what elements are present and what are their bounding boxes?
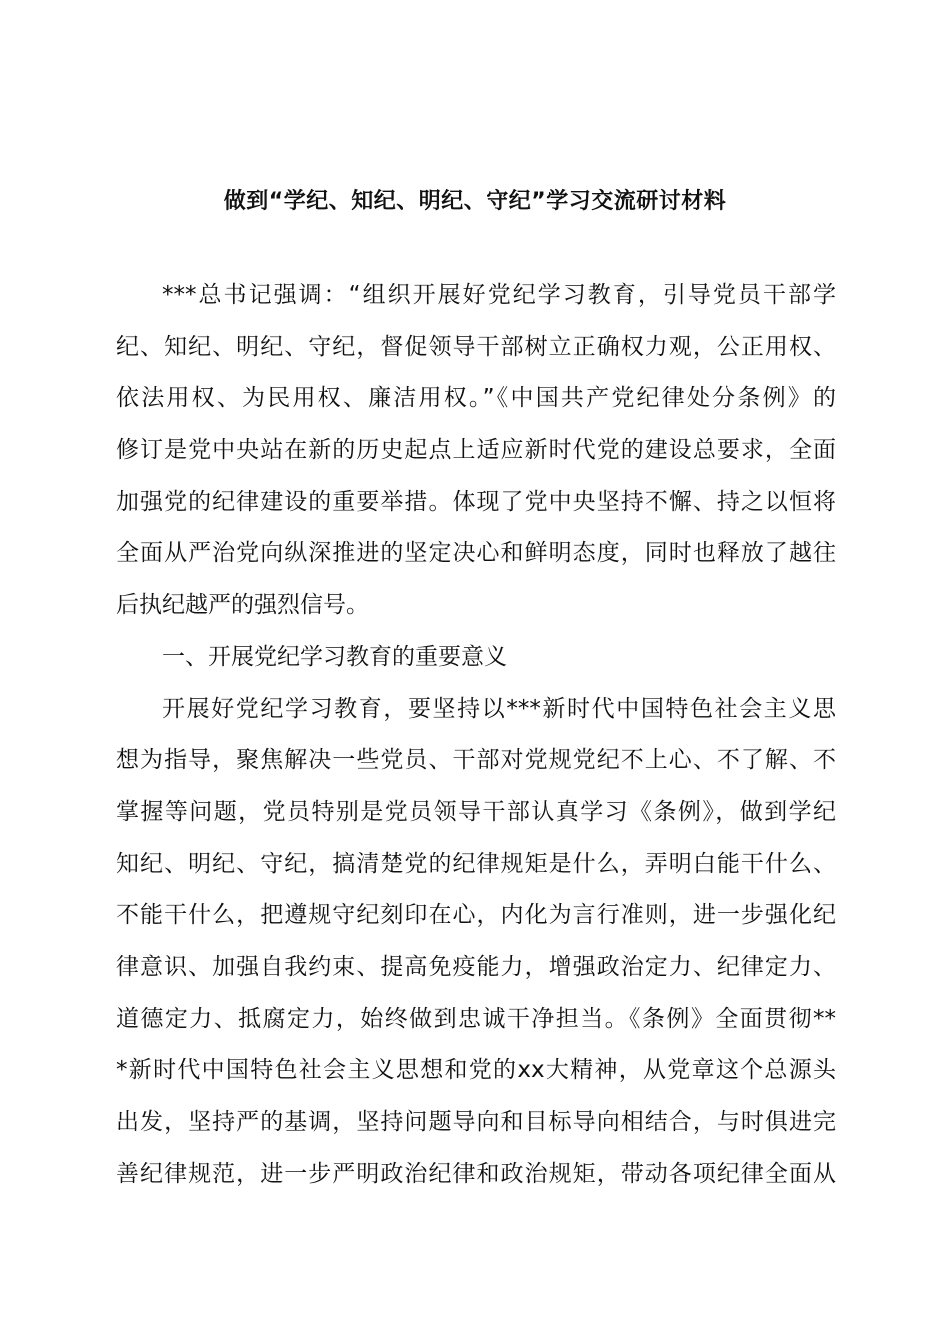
paragraph-line: 掌握等问题，党员特别是党员领导干部认真学习《条例》，做到学纪	[116, 798, 836, 825]
paragraph-line: 开展好党纪学习教育，要坚持以***新时代中国特色社会主义思	[162, 695, 836, 722]
paragraph-line: 不能干什么，把遵规守纪刻印在心，内化为言行准则，进一步强化纪	[116, 902, 836, 929]
paragraph-line: 依法用权、为民用权、廉洁用权。”《中国共产党纪律处分条例》的	[116, 385, 836, 412]
document-title: 做到“学纪、知纪、明纪、守纪”学习交流研讨材料	[223, 189, 727, 214]
paragraph-line: 律意识、加强自我约束、提高免疫能力，增强政治定力、纪律定力、	[116, 953, 836, 980]
paragraph-line: 全面从严治党向纵深推进的坚定决心和鲜明态度，同时也释放了越往	[116, 540, 836, 567]
paragraph-line: 善纪律规范，进一步严明政治纪律和政治规矩，带动各项纪律全面从	[116, 1160, 836, 1187]
paragraph-line: ***总书记强调：“组织开展好党纪学习教育，引导党员干部学	[162, 282, 836, 308]
paragraph-line: 修订是党中央站在新的历史起点上适应新时代党的建设总要求，全面	[116, 437, 836, 464]
paragraph-line: *新时代中国特色社会主义思想和党的xx大精神，从党章这个总源头	[116, 1057, 836, 1084]
section-heading: 一、开展党纪学习教育的重要意义	[162, 643, 507, 670]
paragraph-line: 出发，坚持严的基调，坚持问题导向和目标导向相结合，与时俱进完	[116, 1109, 836, 1135]
paragraph-line: 道德定力、抵腐定力，始终做到忠诚干净担当。《条例》全面贯彻**	[116, 1005, 836, 1032]
document-body	[116, 270, 836, 1200]
paragraph-line: 纪、知纪、明纪、守纪，督促领导干部树立正确权力观，公正用权、	[116, 333, 836, 360]
paragraph-line: 想为指导，聚焦解决一些党员、干部对党规党纪不上心、不了解、不	[116, 747, 836, 774]
paragraph-line: 知纪、明纪、守纪，搞清楚党的纪律规矩是什么，弄明白能干什么、	[116, 850, 836, 877]
paragraph-line: 加强党的纪律建设的重要举措。体现了党中央坚持不懈、持之以恒将	[116, 488, 836, 515]
paragraph-line: 后执纪越严的强烈信号。	[116, 592, 369, 619]
